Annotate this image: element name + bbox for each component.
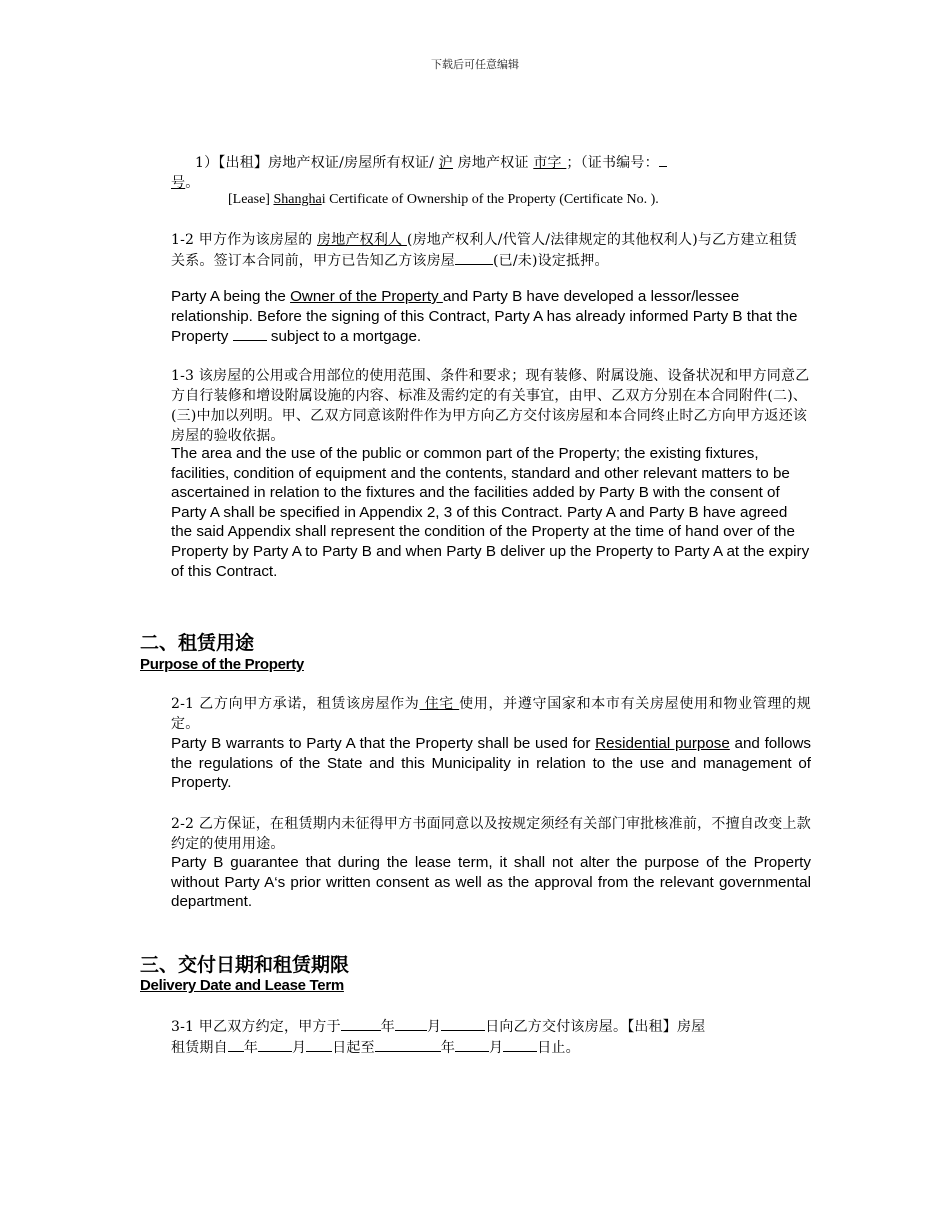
clause-1-1-cn: 1）【出租】房地产权证/房屋所有权证/ 沪 房地产权证 市字 ；（证书编号： 号。 bbox=[171, 152, 811, 193]
clause-1-2-en: Party A being the Owner of the Property and Party B have developed a lessor/lessee relationship. Before the signing of this Contract, Party A has already informed Party B that the Property subject to a mortgage. bbox=[171, 288, 798, 346]
clause-1-3-en: The area and the use of the public or common part of the Property; the existing fixtures, facilities, condition of equipment and the contents, standard and other relevant matters to be ascertained in relation to the fixtures and the facilities added by Party B with the consent of Party A shall be specified in Appendix 2, 3 of this Contract. Party A and Party B have agreed the said Appendix shall represent the condition of the Property at the time of hand over of the Property by Party A to Party B and when Party B deliver up the Property to Party A at the expiry of this Contract. bbox=[171, 445, 810, 580]
delivery-day-blank bbox=[441, 1016, 485, 1031]
city-field: 沪 bbox=[438, 155, 453, 171]
mortgage-status-blank bbox=[455, 250, 493, 265]
lease-start-year-blank bbox=[228, 1037, 244, 1052]
lease-end-year-blank bbox=[375, 1037, 441, 1052]
clause-2-1-en: Party B warrants to Party A that the Property shall be used for Residential purpose and follows the regulations of the State and this Municipality in relation to the use and management of Property. bbox=[171, 735, 812, 792]
section-3-title: 三、交付日期和租赁期限 bbox=[140, 954, 350, 976]
clause-3-1-cn: 3-1 甲乙双方约定，甲方于 年 月 日向乙方交付该房屋。【出租】房屋 租赁期自 年 月 日起至 年 月 日止。 bbox=[171, 1016, 811, 1058]
page-header-note: 下载后可任意编辑 bbox=[431, 58, 519, 71]
city-zi-field: 市字 bbox=[533, 155, 567, 171]
clause-1-1-en: [Lease] Shanghai Certificate of Ownership of the Property (Certificate No. ). bbox=[228, 192, 659, 207]
clause-1-3-cn: 1-3 该房屋的公用或合用部位的使用范围、条件和要求；现有装修、附属设施、设备状况和甲方同意乙方自行装修和增设附属设施的内容、标准及需约定的有关事宜，由甲、乙双方分别在本合同附件(二)、(三)中加以列明。甲、乙双方同意该附件作为甲方向乙方交付该房屋和本合同终止时乙方向甲方返还该房屋的验收依据。 bbox=[171, 368, 810, 444]
section-2-title: 二、租赁用途 bbox=[140, 632, 255, 654]
mortgage-status-en-blank bbox=[233, 326, 267, 341]
section-2-subtitle: Purpose of the Property bbox=[140, 656, 304, 673]
delivery-month-blank bbox=[395, 1016, 427, 1031]
lease-start-day-blank bbox=[306, 1037, 332, 1052]
lease-end-day-blank bbox=[503, 1037, 537, 1052]
party-a-capacity-field: 房地产权利人 bbox=[317, 232, 407, 248]
certificate-number-blank bbox=[659, 152, 667, 167]
section-3-subtitle: Delivery Date and Lease Term bbox=[140, 977, 344, 994]
clause-2-2-en: Party B guarantee that during the lease term, it shall not alter the purpose of the Property without Party A‘s prior written consent as well as the approval from the relevant governmental department. bbox=[171, 854, 811, 911]
clause-1-2-cn: 1-2 甲方作为该房屋的 房地产权利人 (房地产权利人/代管人/法律规定的其他权利人)与乙方建立租赁关系。签订本合同前，甲方已告知乙方该房屋 (已/未)设定抵押。 bbox=[171, 232, 798, 269]
lease-end-month-blank bbox=[455, 1037, 489, 1052]
delivery-year-blank bbox=[341, 1016, 381, 1031]
use-purpose-field: 住宅 bbox=[419, 696, 460, 712]
clause-2-1-cn: 2-1 乙方向甲方承诺，租赁该房屋作为 住宅 使用，并遵守国家和本市有关房屋使用和物业管理的规定。 bbox=[171, 696, 811, 732]
lease-start-month-blank bbox=[258, 1037, 292, 1052]
clause-2-2-cn: 2-2 乙方保证，在租赁期内未征得甲方书面同意以及按规定须经有关部门审批核准前，不擅自改变上款约定的使用用途。 bbox=[171, 816, 811, 852]
